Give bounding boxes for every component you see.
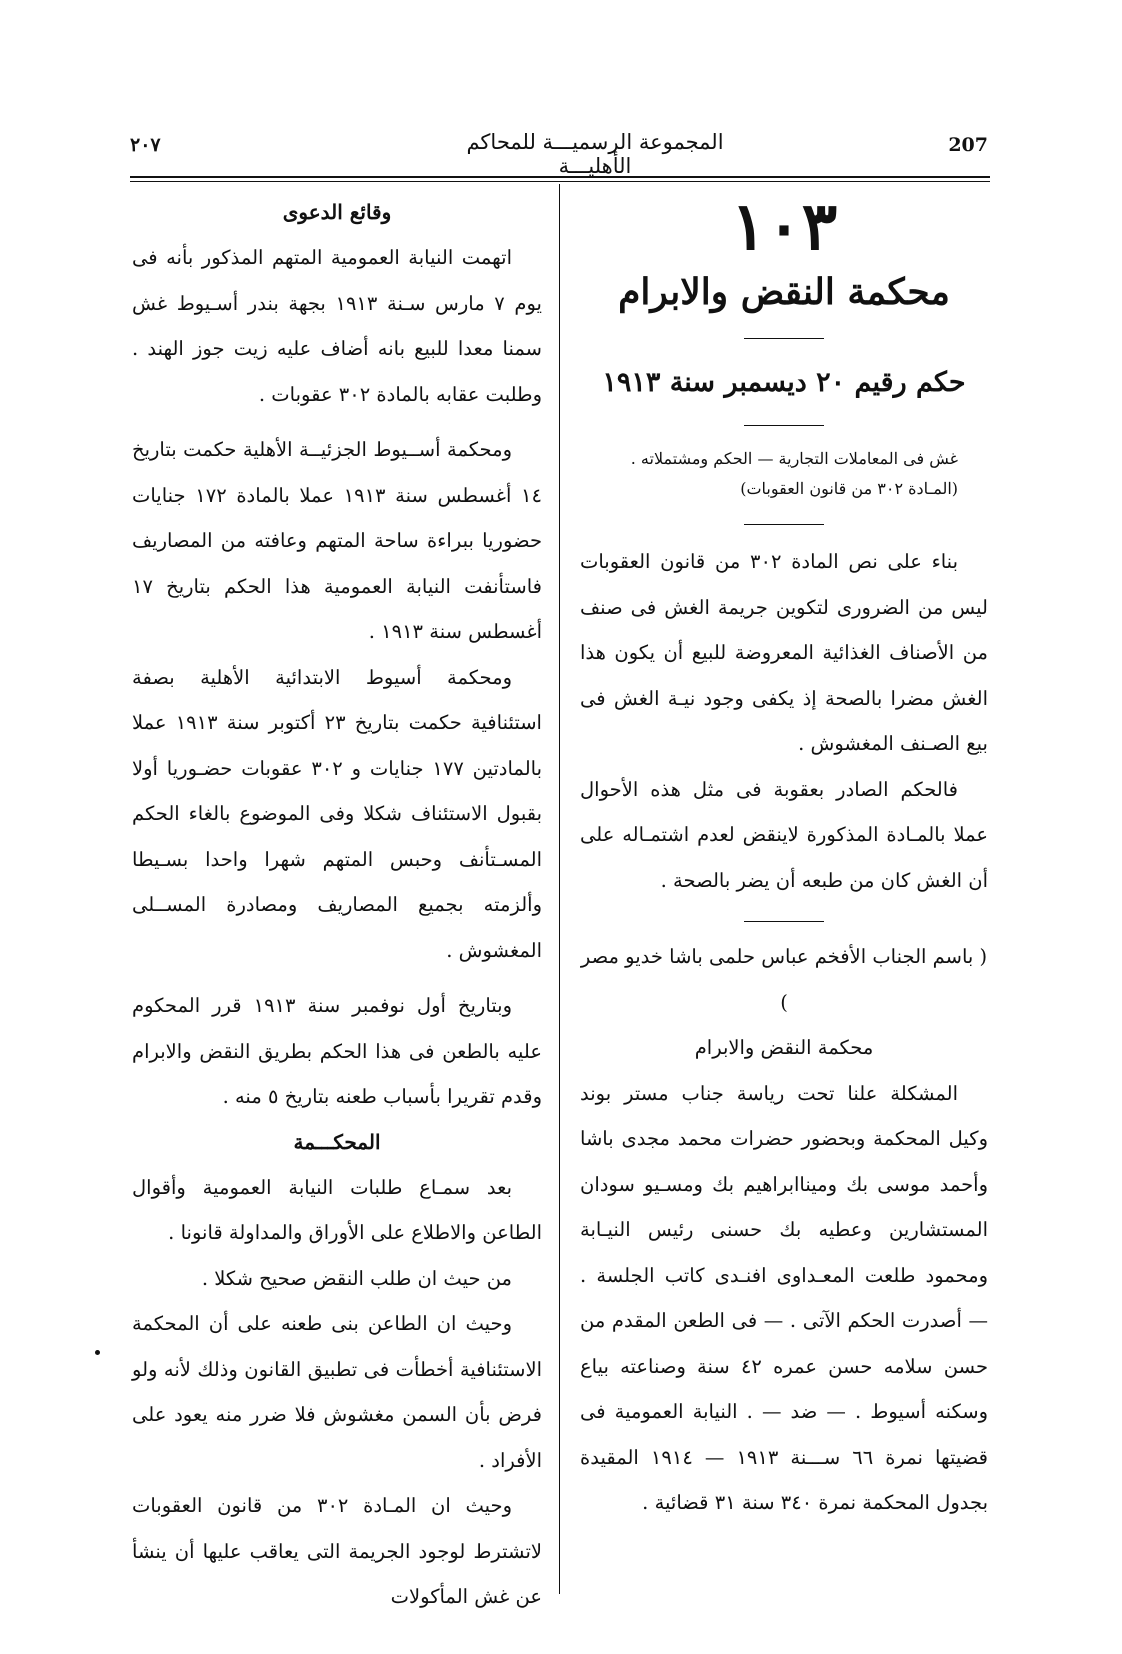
- court-name: محكمة النقض والابرام: [618, 271, 950, 313]
- ruling-paragraph: وحيث ان الطاعن بنى طعنه على أن المحكمة الاستئنافية أخطأت فى تطبيق القانون وذلك لأنه ولو فرض بأن السمن مغشوش فلا ضرر منه يعود على الأفراد .: [132, 1312, 542, 1472]
- divider: [744, 338, 824, 339]
- header-rule: [130, 176, 990, 178]
- court-name-secondary: محكمة النقض والابرام: [694, 1036, 874, 1059]
- page-number-arabic: ٢٠٧: [130, 134, 161, 156]
- column-divider: [559, 184, 560, 1594]
- verdict-title: حكم رقيم ٢٠ ديسمبر سنة ١٩١٣: [602, 367, 966, 398]
- right-column: [580, 187, 989, 1526]
- facts-paragraph: اتهمت النيابة العمومية المتهم المذكور بأنه فى يوم ٧ مارس سـنة ١٩١٣ بجهة بندر أسـيوط غش سمنا معدا للبيع بانه أضاف عليه زيت جوز الهند . وطلبت عقابه بالمادة ٣٠٢ عقوبات .: [132, 246, 542, 406]
- summary: [580, 539, 988, 903]
- facts-heading: وقائع الدعوى: [282, 200, 392, 224]
- journal-title: المجموعة الرسميـــة للمحاكم الأهليـــة: [466, 130, 724, 178]
- case-number: ١٠٣: [730, 187, 838, 265]
- ruling-paragraph: بعد سمـاع طلبات النيابة العمومية وأقوال الطاعن والاطلاع على الأوراق والمداولة قانونا .: [132, 1175, 542, 1244]
- summary-paragraph: بناء على نص المادة ٣٠٢ من قانون العقوبات ليس من الضرورى لتكوين جريمة الغش فى صنف من الأصناف الغذائية المعروضة للبيع أن يكون هذا الغش مضرا بالصحة إذ يكفى وجود نيـة الغش فى بيع الصـنف المغشوش .: [580, 550, 988, 755]
- court-composition: المشكلة علنا تحت رياسة جناب مستر بوند وكيل المحكمة وبحضور حضرات محمد مجدى باشا وأحمد موسى بك وميناابراهيم بك ومسـيو سودان المستشارين وعطيه بك حسنى رئيس النيـابة ومحمود طلعت المعـداوى افنـدى كاتب الجلسة . — أصدرت الحكم الآتى . — فى الطعن المقدم من حسن سلامه حسن عمره ٤٢ سنة وصناعته بياع وسكنه أسيوط . — ضد — . النيابة العمومية فى قضيتها نمرة ٦٦ ســـنة ١٩١٣ — ١٩١٤ المقيدة بجدول المحكمة نمرة ٣٤٠ سنة ٣١ قضائية .: [580, 1081, 989, 1514]
- keywords: غش فى المعاملات التجارية — الحكم ومشتملاته .: [630, 449, 958, 468]
- page-header: [130, 128, 988, 178]
- divider: [744, 425, 824, 426]
- facts-paragraph: ومحكمة أســيوط الجزئيــة الأهلية حكمت بتاريخ ١٤ أغسطس سنة ١٩١٣ عملا بالمادة ١٧٢ جنايات حضوريا ببراءة ساحة المتهم وعافته من المصاريف فاستأنفت النيابة العمومية هذا الحكم بتاريخ ١٧ أغسطس سنة ١٩١٣ .: [132, 438, 542, 643]
- ink-speck: [95, 1350, 100, 1355]
- court-heading: المحكـــمة: [293, 1129, 381, 1154]
- ruling-paragraph: من حيث ان طلب النقض صحيح شكلا .: [201, 1266, 512, 1290]
- header-rule-thin: [130, 181, 990, 182]
- ruling-paragraph: وحيث ان المـادة ٣٠٢ من قانون العقوبات لاتشترط لوجود الجريمة التى يعاقب عليها أن ينشأ عن غش المأكولات: [132, 1494, 542, 1608]
- left-column: [132, 190, 542, 1620]
- summary-paragraph: فالحكم الصادر بعقوبة فى مثل هذه الأحوال عملا بالمـادة المذكورة لاينقض لعدم اشتمـاله على أن الغش كان من طبعه أن يضر بالصحة .: [580, 777, 988, 892]
- divider: [744, 524, 824, 525]
- facts-paragraph: ومحكمة أسيوط الابتدائية الأهلية بصفة استئنافية حكمت بتاريخ ٢٣ أكتوبر سنة ١٩١٣ عملا بالمادتين ١٧٧ جنايات و ٣٠٢ عقوبات حضـوريا أولا بقبول الاستئناف شكلا وفى الموضوع بالغاء الحكم المسـتأنف وحبس المتهم شهرا واحدا بسـيطا وألزمته بجميع المصاريف ومصادرة المســلى المغشوش .: [132, 665, 543, 962]
- statute-reference: (المـادة ٣٠٢ من قانون العقوبات): [740, 479, 958, 498]
- divider: [744, 921, 824, 922]
- in-name-of: ( باسم الجناب الأفخم عباس حلمى باشا خديو مصر ): [580, 945, 988, 1014]
- facts-paragraph: وبتاريخ أول نوفمبر سنة ١٩١٣ قرر المحكوم عليه بالطعن فى هذا الحكم بطريق النقض والابرام وقدم تقريرا بأسباب طعنه بتاريخ ٥ منه .: [132, 994, 542, 1108]
- page-number-latin: 207: [948, 134, 988, 156]
